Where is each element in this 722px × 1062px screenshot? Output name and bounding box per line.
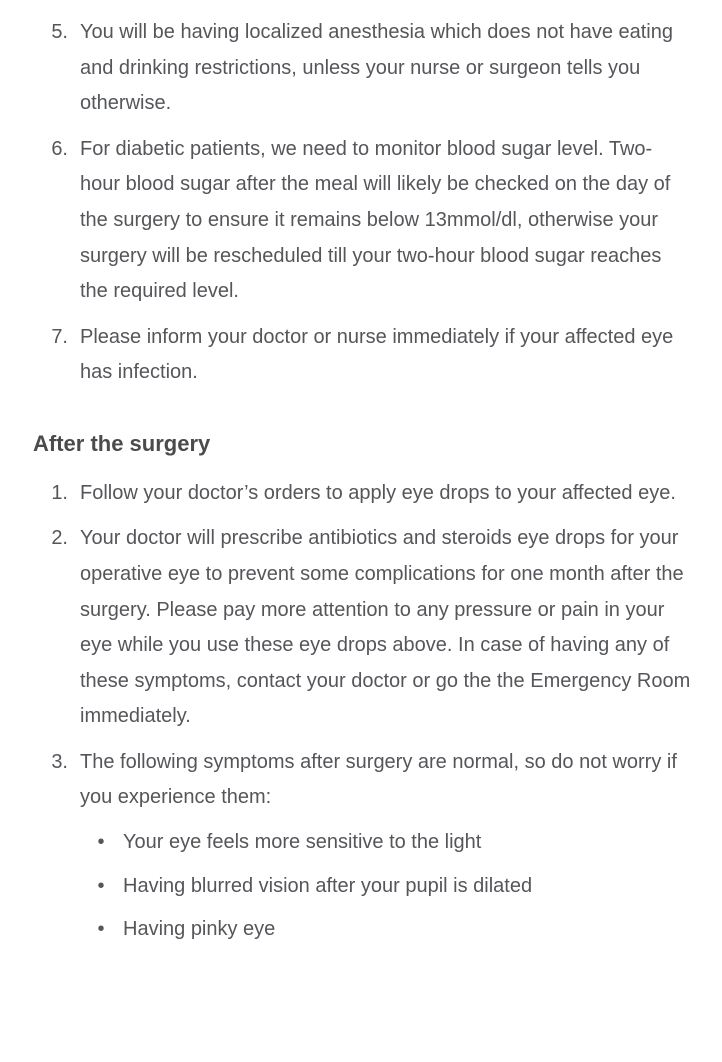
list-item-text: You will be having localized anesthesia which does not have eating and drinking restrictions, unless your nurse or surgeon tells you otherwise. bbox=[80, 21, 673, 115]
pre-surgery-list bbox=[33, 15, 692, 391]
bullet-marker: • bbox=[97, 831, 105, 854]
list-item bbox=[33, 15, 692, 122]
list-item-number: 1. bbox=[51, 481, 68, 504]
list-item-text: Follow your doctor’s orders to apply eye drops to your affected eye. bbox=[80, 481, 676, 504]
bullet-item bbox=[80, 869, 692, 905]
bullet-item bbox=[80, 825, 692, 861]
list-item bbox=[33, 521, 692, 735]
list-item-text: The following symptoms after surgery are normal, so do not worry if you experience them: bbox=[80, 750, 677, 809]
bullet-item-text: Having blurred vision after your pupil is dilated bbox=[123, 874, 533, 897]
list-item bbox=[33, 745, 692, 956]
symptoms-bullet-list bbox=[80, 825, 692, 948]
bullet-marker: • bbox=[97, 918, 105, 941]
list-item-body bbox=[80, 745, 692, 956]
list-item bbox=[33, 132, 692, 310]
bullet-item-text: Your eye feels more sensitive to the light bbox=[123, 831, 482, 854]
list-item-text: Please inform your doctor or nurse immediately if your affected eye has infection. bbox=[80, 325, 674, 384]
list-item-number: 2. bbox=[51, 527, 68, 550]
bullet-item-text: Having pinky eye bbox=[123, 918, 276, 941]
list-item bbox=[33, 320, 692, 391]
section-heading: After the surgery bbox=[33, 430, 211, 456]
list-item-number: 5. bbox=[51, 21, 68, 43]
bullet-marker: • bbox=[97, 874, 105, 897]
list-item-number: 7. bbox=[51, 325, 68, 348]
bullet-item bbox=[80, 912, 692, 948]
list-item-number: 3. bbox=[51, 750, 68, 773]
list-item-text: Your doctor will prescribe antibiotics and steroids eye drops for your operative eye to prevent some complications for one month after the surgery. Please pay more attention to any pressure or pain in your eye while you use these eye drops above. In case of having any of these symptoms, contact your doctor or go the the Emergency Room immediately. bbox=[80, 527, 691, 728]
after-surgery-list bbox=[33, 476, 692, 956]
list-item-number: 6. bbox=[51, 137, 68, 160]
list-item bbox=[33, 476, 692, 512]
list-item-text: For diabetic patients, we need to monitor blood sugar level. Two-hour blood sugar after the meal will likely be checked on the day of the surgery to ensure it remains below 13mmol/dl, otherwise your surgery will be rescheduled till your two-hour blood sugar reaches the required level. bbox=[80, 137, 671, 303]
